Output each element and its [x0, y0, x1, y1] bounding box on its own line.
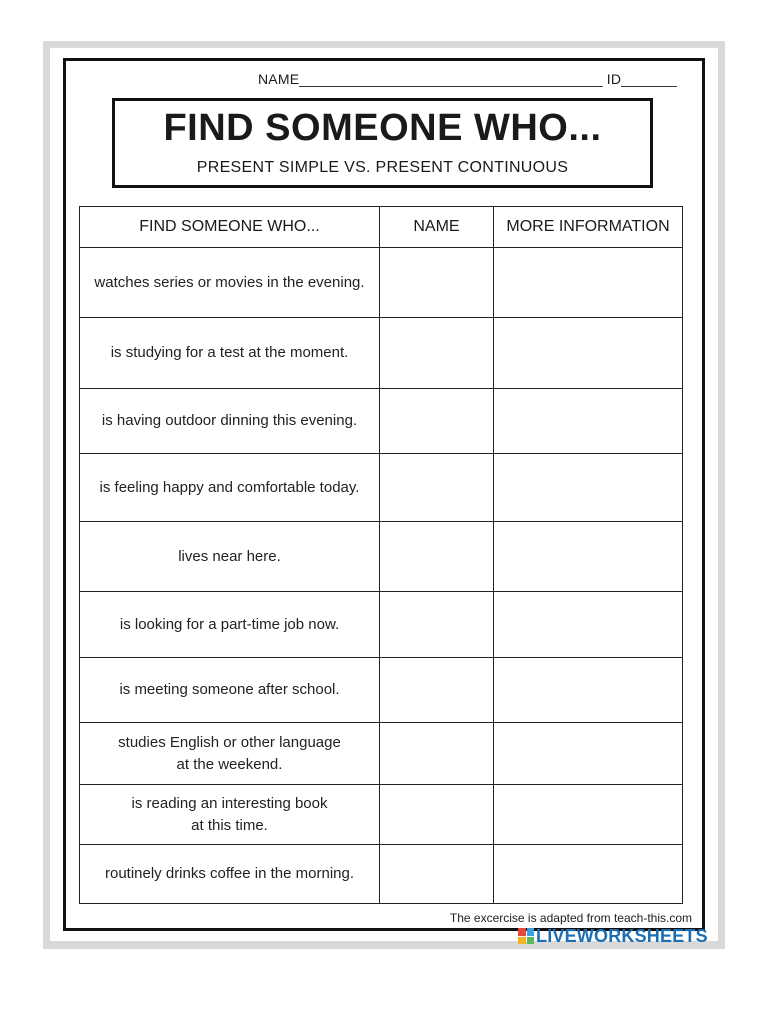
worksheet-title: FIND SOMEONE WHO...: [163, 107, 602, 149]
worksheet-subtitle: PRESENT SIMPLE VS. PRESENT CONTINUOUS: [196, 159, 569, 176]
column-header-more-info: MORE INFORMATION: [494, 207, 683, 248]
name-answer-cell[interactable]: [380, 592, 494, 658]
liveworksheets-logo[interactable]: [518, 926, 708, 946]
name-answer-cell[interactable]: [380, 389, 494, 454]
prompt-cell: watches series or movies in the evening.: [80, 248, 380, 318]
more-info-answer-cell[interactable]: [494, 592, 683, 658]
liveworksheets-logo-text: LIVEWORKSHEETS: [536, 925, 708, 946]
more-info-answer-cell[interactable]: [494, 389, 683, 454]
prompt-cell: lives near here.: [80, 522, 380, 592]
table-header-row: [80, 207, 683, 248]
more-info-answer-cell[interactable]: [494, 845, 683, 904]
table-row: [80, 318, 683, 389]
liveworksheets-logo-icon: [518, 928, 534, 944]
prompt-cell: studies English or other language at the weekend.: [80, 723, 380, 785]
more-info-answer-cell[interactable]: [494, 248, 683, 318]
name-answer-cell[interactable]: [380, 845, 494, 904]
table-row: [80, 522, 683, 592]
table-row: [80, 723, 683, 785]
more-info-answer-cell[interactable]: [494, 658, 683, 723]
table-row: [80, 248, 683, 318]
more-info-answer-cell[interactable]: [494, 318, 683, 389]
name-answer-cell[interactable]: [380, 318, 494, 389]
table-row: [80, 592, 683, 658]
table-row: [80, 454, 683, 522]
prompt-cell: is meeting someone after school.: [80, 658, 380, 723]
table-row: [80, 845, 683, 904]
title-box: [112, 98, 653, 188]
name-answer-cell[interactable]: [380, 248, 494, 318]
name-answer-cell[interactable]: [380, 658, 494, 723]
source-credit: The excercise is adapted from teach-this.com: [449, 911, 692, 925]
name-answer-cell[interactable]: [380, 785, 494, 845]
prompt-cell: is looking for a part-time job now.: [80, 592, 380, 658]
table-row: [80, 785, 683, 845]
table-row: [80, 389, 683, 454]
column-header-find: FIND SOMEONE WHO...: [80, 207, 380, 248]
prompt-cell: is studying for a test at the moment.: [80, 318, 380, 389]
name-answer-cell[interactable]: [380, 522, 494, 592]
prompt-cell: is having outdoor dinning this evening.: [80, 389, 380, 454]
prompt-cell: routinely drinks coffee in the morning.: [80, 845, 380, 904]
prompt-cell: is feeling happy and comfortable today.: [80, 454, 380, 522]
column-header-name: NAME: [380, 207, 494, 248]
prompt-cell: is reading an interesting book at this time.: [80, 785, 380, 845]
find-someone-table: [79, 206, 683, 904]
more-info-answer-cell[interactable]: [494, 785, 683, 845]
more-info-answer-cell[interactable]: [494, 454, 683, 522]
more-info-answer-cell[interactable]: [494, 522, 683, 592]
name-id-line: NAME______________________________________ ID_______: [258, 71, 678, 87]
name-answer-cell[interactable]: [380, 723, 494, 785]
more-info-answer-cell[interactable]: [494, 723, 683, 785]
name-answer-cell[interactable]: [380, 454, 494, 522]
table-row: [80, 658, 683, 723]
